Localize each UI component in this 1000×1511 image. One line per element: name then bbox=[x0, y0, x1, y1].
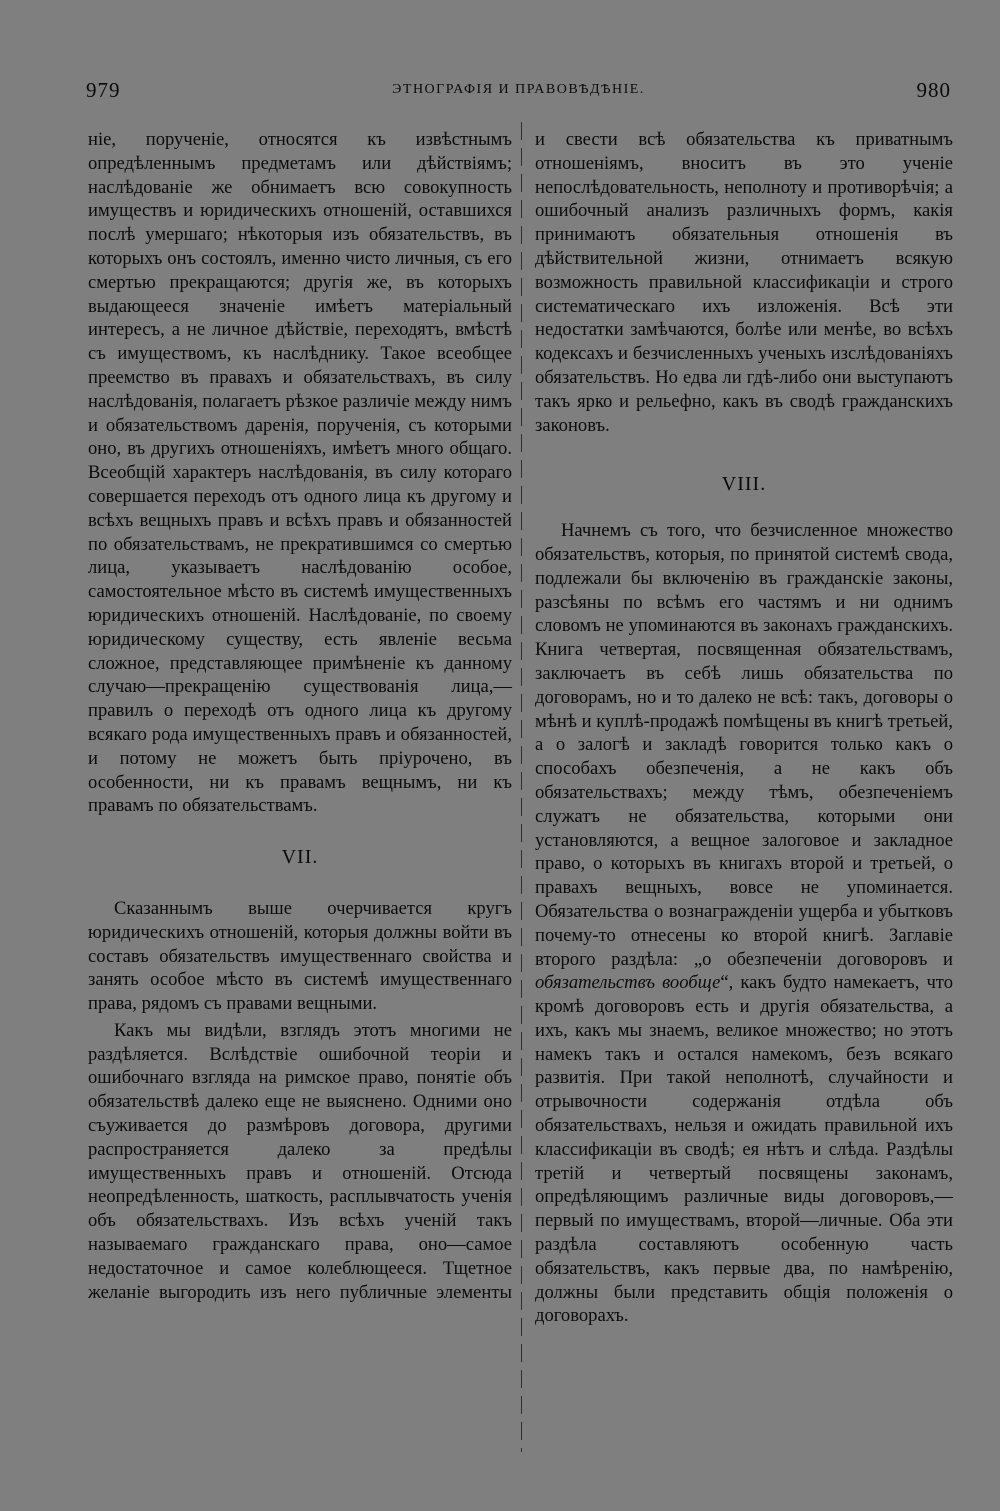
running-title: ЭТНОГРАФІЯ И ПРАВОВѢДѢНІЕ. bbox=[392, 82, 645, 97]
page-number-right: 980 bbox=[916, 78, 951, 102]
page-header bbox=[86, 78, 951, 108]
page-number-left: 979 bbox=[86, 78, 121, 102]
paragraph: и свести всѣ обязательства къ приватнымъ отношеніямъ, вноситъ въ это ученіе непослѣдовательность, неполноту и противорѣчія; а ошибочный анализъ различныхъ формъ, какія принимаютъ обязательныя отношенія въ дѣйствительной жизни, отнимаетъ всякую возможность правильной классификаціи и строго систематическаго ихъ изложенія. Всѣ эти недостатки замѣчаются, болѣе или менѣе, во всѣхъ кодексахъ и безчисленныхъ ученыхъ изслѣдованіяхъ обязательствъ. Но едва ли гдѣ-либо они выступаютъ такъ ярко и рельефно, какъ въ сводѣ гражданскихъ законовъ. bbox=[535, 129, 953, 436]
left-column bbox=[88, 128, 512, 1304]
paragraph: Сказаннымъ выше очерчивается кругъ юридическихъ отношеній, которыя должны войти въ составъ обязательствъ имущественнаго свойства и занять особое мѣсто въ системѣ имущественнаго права, рядомъ съ правами вещными. bbox=[88, 897, 512, 1015]
paragraph-text: “, какъ будто намекаетъ, что кромѣ договоровъ есть и другія обязательства, а ихъ, какъ мы знаемъ, великое множество; но этотъ намекъ такъ и остался намекомъ, безъ всякаго развитія. При такой неполнотѣ, случайности и отрывочности содержанія отдѣла объ обязательствахъ, нельзя и ожидать правильной ихъ классификаціи въ сводѣ; ея нѣтъ и слѣда. Раздѣлы третій и четвертый посвящены законамъ, опредѣляющимъ различные виды договоровъ,—первый по имуществамъ, второй—личные. Оба эти раздѣла составляютъ особенную часть обязательствъ, какъ первые два, по намѣренію, должны были представить общія положенія о договорахъ. bbox=[535, 972, 953, 1327]
paragraph bbox=[535, 519, 953, 1328]
column-divider bbox=[521, 122, 522, 1452]
paragraph-text: Начнемъ съ того, что безчисленное множество обязательствъ, которыя, по принятой системѣ свода, подлежали бы включенію въ гражданскіе законы, разсѣяны по всѣмъ его частямъ и ни однимъ словомъ не упоминаются въ законахъ гражданскихъ. Книга четвертая, посвященная обязательствамъ, заключаетъ въ себѣ лишь обязательства по договорамъ, но и то далеко не всѣ: такъ, договоры о мѣнѣ и куплѣ-продажѣ помѣщены въ книгѣ третьей, а о залогѣ и закладѣ говорится только какъ о способахъ обезпеченія, а не какъ объ обязательствахъ; между тѣмъ, обезпеченіемъ служатъ не обязательства, которыми они установляются, а вещное залоговое и закладное право, о которыхъ въ книгахъ второй и третьей, о правахъ вещныхъ, вовсе не упоминается. Обязательства о вознагражденіи ущерба и убытковъ почему-то отнесены ко второй книгѣ. Заглавіе второго раздѣла: „о обезпеченіи договоровъ и bbox=[535, 520, 953, 970]
italic-phrase: обязательствъ вообще bbox=[535, 972, 721, 994]
paragraph: Какъ мы видѣли, взглядъ этотъ многими не раздѣляется. Вслѣдствіе ошибочной теоріи и ошибочнаго взгляда на римское право, понятіе объ обязательствѣ далеко еще не выяснено. Одними оно съуживается до размѣровъ договора, другими распространяется далеко за предѣлы имущественныхъ правъ и отношеній. Отсюда неопредѣленность, шаткость, расплывчатость ученія объ обязательствахъ. Изъ всѣхъ ученій такъ называемаго гражданскаго права, оно—самое недостаточное и самое колеблющееся. Тщетное желаніе выгородить изъ него публичные элементы bbox=[88, 1019, 512, 1303]
section-heading: VIII. bbox=[721, 473, 767, 496]
paragraph: ніе, порученіе, относятся къ извѣстнымъ опредѣленнымъ предметамъ или дѣйствіямъ; наслѣдованіе же обнимаетъ всю совокупность имуществъ и юридическихъ отношеній, оставшихся послѣ умершаго; нѣкоторыя изъ обязательствъ, въ которыхъ онъ состоялъ, именно чисто личныя, съ его смертью прекращаются; другія же, въ которыхъ выдающееся значеніе имѣетъ матеріальный интересъ, а не личное дѣйствіе, переходятъ, вмѣстѣ съ имуществомъ, къ наслѣднику. Такое всеобщее преемство въ правахъ и обязательствахъ, въ силу наслѣдованія, полагаетъ рѣзкое различіе между нимъ и обязательствомъ даренія, порученія, съ которыми оно, въ другихъ отношеніяхъ, имѣетъ много общаго. Всеобщій характеръ наслѣдованія, въ силу котораго совершается переходъ отъ одного лица къ другому и всѣхъ вещныхъ правъ и всѣхъ правъ и обязанностей по обязательствамъ, не прекратившимся со смертью лица, указываетъ наслѣдованію особое, самостоятельное мѣсто въ системѣ имущественныхъ юридическихъ отношеній. Наслѣдованіе, по своему юридическому существу, есть явленіе весьма сложное, представляющее примѣненіе къ данному случаю—прекращенію существованія лица,—правилъ о переходѣ отъ одного лица къ другому всякаго рода имущественныхъ правъ и обязанностей, и потому не можетъ быть пріурочено, въ особенности, ни къ правамъ вещнымъ, ни къ правамъ по обязательствамъ. bbox=[88, 129, 512, 817]
right-column bbox=[535, 128, 953, 1328]
section-heading: VII. bbox=[281, 846, 319, 869]
